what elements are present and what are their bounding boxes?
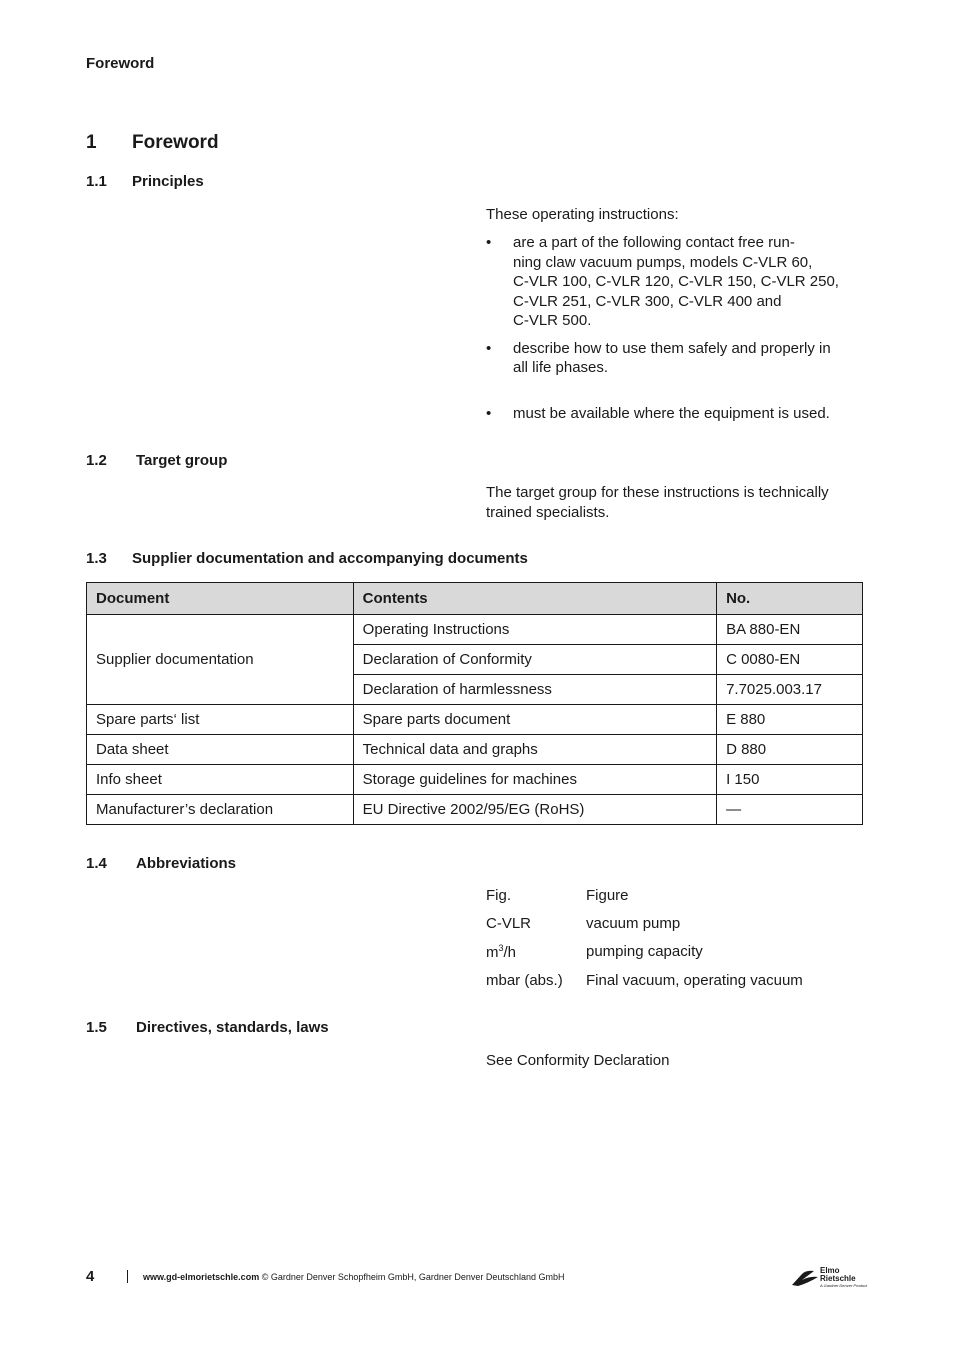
section-title-target-group: Target group bbox=[136, 452, 228, 469]
page-number: 4 bbox=[86, 1268, 95, 1285]
bullet-item: • must be available where the equipment is used. bbox=[486, 404, 830, 422]
section-number-principles: 1.1 bbox=[86, 173, 107, 190]
section-title-abbreviations: Abbreviations bbox=[136, 855, 237, 872]
elmo-rietschle-logo bbox=[790, 1266, 866, 1290]
table-row bbox=[87, 795, 863, 825]
footer-copyright: © Gardner Denver Schopfheim GmbH, Gardner Denver Deutschland GmbH bbox=[259, 1272, 565, 1282]
section-number-supplier-docs: 1.3 bbox=[86, 550, 107, 567]
bullet-dot-icon: • bbox=[486, 234, 492, 251]
logo-tagline: A Gardner Denver Product bbox=[820, 1283, 868, 1288]
footer-url[interactable]: www.gd-elmorietschle.com bbox=[143, 1272, 260, 1282]
number-cell: C 0080-EN bbox=[717, 645, 863, 675]
table-row bbox=[87, 735, 863, 765]
abbreviation-definition: pumping capacity bbox=[586, 943, 703, 960]
table-row bbox=[87, 615, 863, 645]
chapter-number: 1 bbox=[86, 132, 97, 153]
number-cell: BA 880-EN bbox=[717, 615, 863, 645]
document-cell: Spare parts‘ list bbox=[87, 705, 354, 735]
contents-cell: Declaration of harmlessness bbox=[353, 675, 716, 705]
header-contents: Contents bbox=[353, 583, 716, 615]
logo-wordmark: Elmo Rietschle bbox=[820, 1266, 856, 1283]
table-row bbox=[87, 765, 863, 795]
table-row bbox=[87, 705, 863, 735]
abbreviation-term: C-VLR bbox=[486, 915, 532, 932]
section-title-principles: Principles bbox=[132, 173, 204, 190]
bullet-item: • describe how to use them safely and properly in all life phases. bbox=[486, 339, 831, 376]
table-header-row bbox=[87, 583, 863, 615]
abbreviation-term: mbar (abs.) bbox=[486, 972, 563, 989]
abbreviation-definition: vacuum pump bbox=[586, 915, 681, 932]
abbreviation-definition: Figure bbox=[586, 887, 629, 904]
contents-cell: Declaration of Conformity bbox=[353, 645, 716, 675]
section-title-directives: Directives, standards, laws bbox=[136, 1019, 329, 1036]
contents-cell: Spare parts document bbox=[353, 705, 716, 735]
contents-cell: Technical data and graphs bbox=[353, 735, 716, 765]
contents-cell: EU Directive 2002/95/EG (RoHS) bbox=[353, 795, 716, 825]
section-number-directives: 1.5 bbox=[86, 1019, 107, 1036]
number-cell: I 150 bbox=[717, 765, 863, 795]
target-group-text: The target group for these instructions is technically trained specialists. bbox=[486, 484, 829, 521]
running-head: Foreword bbox=[86, 55, 155, 72]
principles-intro: These operating instructions: bbox=[486, 206, 679, 223]
abbreviation-term: $m^3/h$ bbox=[486, 943, 517, 961]
chapter-title: Foreword bbox=[132, 132, 219, 153]
section-title-supplier-docs: Supplier documentation and accompanying documents bbox=[132, 550, 528, 567]
number-cell: D 880 bbox=[717, 735, 863, 765]
contents-cell: Operating Instructions bbox=[353, 615, 716, 645]
swoosh-logo-icon bbox=[790, 1268, 820, 1288]
number-cell: — bbox=[717, 795, 863, 825]
header-document: Document bbox=[87, 583, 354, 615]
document-cell: Supplier documentation bbox=[87, 615, 354, 705]
bullet-dot-icon: • bbox=[486, 339, 492, 357]
header-no: No. bbox=[717, 583, 863, 615]
abbreviation-definition: Final vacuum, operating vacuum bbox=[586, 972, 803, 989]
document-cell: Data sheet bbox=[87, 735, 354, 765]
section-number-abbreviations: 1.4 bbox=[86, 855, 107, 872]
number-cell: 7.7025.003.17 bbox=[717, 675, 863, 705]
supplier-docs-table bbox=[86, 582, 863, 825]
contents-cell: Storage guidelines for machines bbox=[353, 765, 716, 795]
section-number-target-group: 1.2 bbox=[86, 452, 107, 469]
footer-text bbox=[143, 1272, 564, 1282]
document-cell: Info sheet bbox=[87, 765, 354, 795]
number-cell: E 880 bbox=[717, 705, 863, 735]
directives-text: See Conformity Declaration bbox=[486, 1052, 670, 1069]
abbreviation-term: Fig. bbox=[486, 887, 512, 904]
bullet-dot-icon: • bbox=[486, 404, 492, 422]
document-cell: Manufacturer’s declaration bbox=[87, 795, 354, 825]
bullet-item: • are a part of the following contact free run- ning claw vacuum pumps, models C-VLR 60, C-VLR 100, C-VLR 120, C-VLR 150, C-VLR 250, C-VLR 251, C-VLR 300, C-VLR 400 and C-VLR 500. bbox=[486, 234, 839, 329]
footer-divider bbox=[127, 1270, 128, 1283]
principles-bullet-list bbox=[486, 233, 866, 423]
